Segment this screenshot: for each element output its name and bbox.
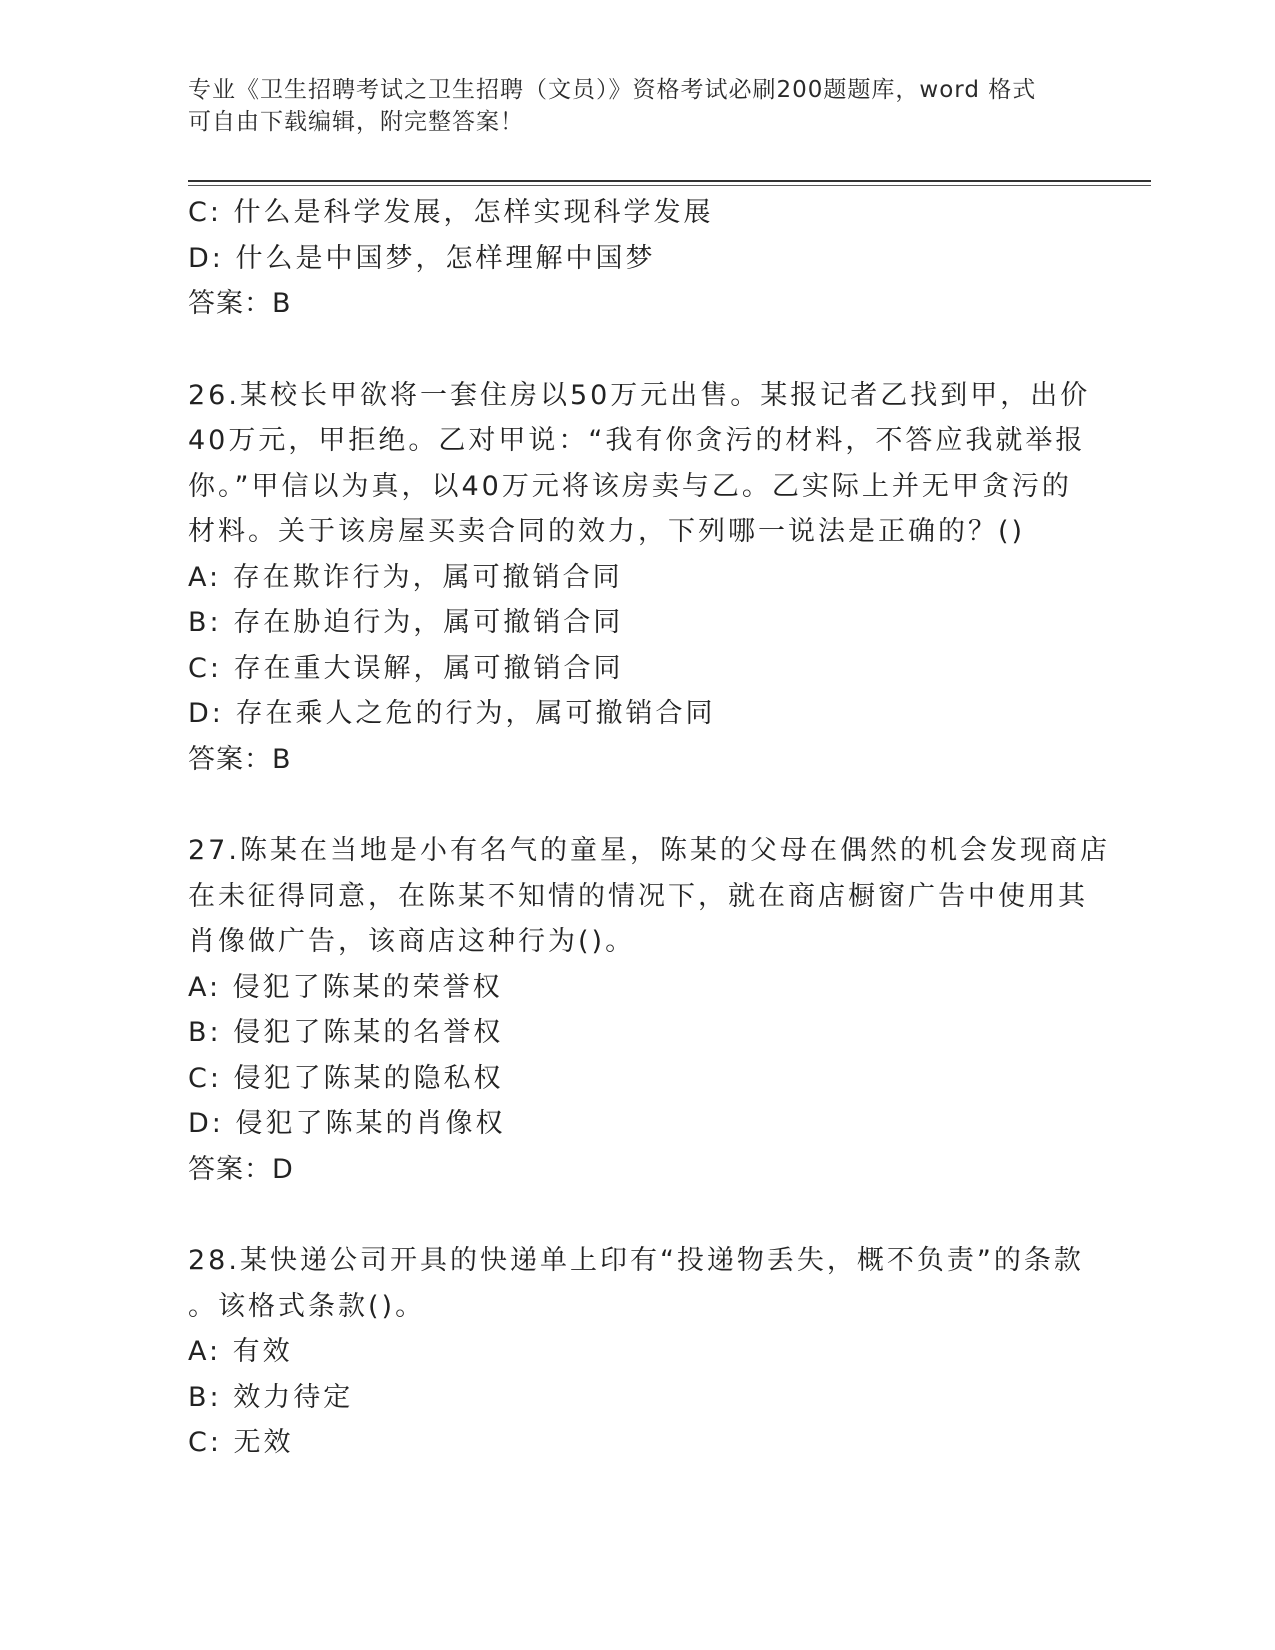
question-text: 27.陈某在当地是小有名气的童星，陈某的父母在偶然的机会发现商店 [188, 835, 1110, 866]
question-text: 你。”甲信以为真，以40万元将该房卖与乙。乙实际上并无甲贪污的 [188, 470, 1072, 502]
document-header [188, 74, 1088, 138]
question-text: 。该格式条款()。 [188, 1290, 426, 1322]
option-b: B: 效力待定 [188, 1381, 354, 1413]
header-divider-thin [188, 185, 1151, 186]
option-c: C: 存在重大误解，属可撤销合同 [188, 652, 624, 684]
option-c: C: 什么是科学发展，怎样实现科学发展 [188, 197, 714, 228]
option-b: B: 侵犯了陈某的名誉权 [188, 1017, 504, 1048]
answer-line: 答案：B [188, 743, 292, 775]
previous-question-tail [188, 190, 1088, 327]
question-text: 28.某快递公司开具的快递单上印有“投递物丢失，概不负责”的条款 [188, 1245, 1084, 1276]
option-c: C: 侵犯了陈某的隐私权 [188, 1062, 504, 1094]
question-26 [188, 373, 1091, 783]
header-line-2: 可自由下载编辑，附完整答案！ [188, 109, 524, 135]
question-text: 26.某校长甲欲将一套住房以50万元出售。某报记者乙找到甲，出价 [188, 379, 1091, 411]
question-text: 材料。关于该房屋买卖合同的效力，下列哪一说法是正确的？() [188, 516, 1026, 547]
option-a: A: 有效 [188, 1336, 293, 1367]
question-27 [188, 828, 1110, 1192]
question-content [188, 190, 1110, 1466]
header-divider-thick [188, 180, 1151, 182]
option-c: C: 无效 [188, 1427, 294, 1458]
option-d: D: 存在乘人之危的行为，属可撤销合同 [188, 698, 716, 729]
option-d: D: 侵犯了陈某的肖像权 [188, 1108, 506, 1139]
option-a: A: 侵犯了陈某的荣誉权 [188, 971, 503, 1003]
option-b: B: 存在胁迫行为，属可撤销合同 [188, 607, 624, 638]
option-a: A: 存在欺诈行为，属可撤销合同 [188, 561, 623, 593]
answer-line: 答案：B [188, 288, 292, 319]
question-28 [188, 1238, 1088, 1466]
header-line-1: 专业《卫生招聘考试之卫生招聘（文员）》资格考试必刷200题题库，word 格式 [188, 77, 1037, 103]
question-text: 在未征得同意，在陈某不知情的情况下，就在商店橱窗广告中使用其 [188, 880, 1088, 912]
option-d: D: 什么是中国梦，怎样理解中国梦 [188, 242, 656, 274]
answer-line: 答案：D [188, 1153, 294, 1185]
question-text: 40万元，甲拒绝。乙对甲说：“我有你贪污的材料，不答应我就举报 [188, 425, 1086, 456]
question-text: 肖像做广告，该商店这种行为()。 [188, 926, 636, 957]
